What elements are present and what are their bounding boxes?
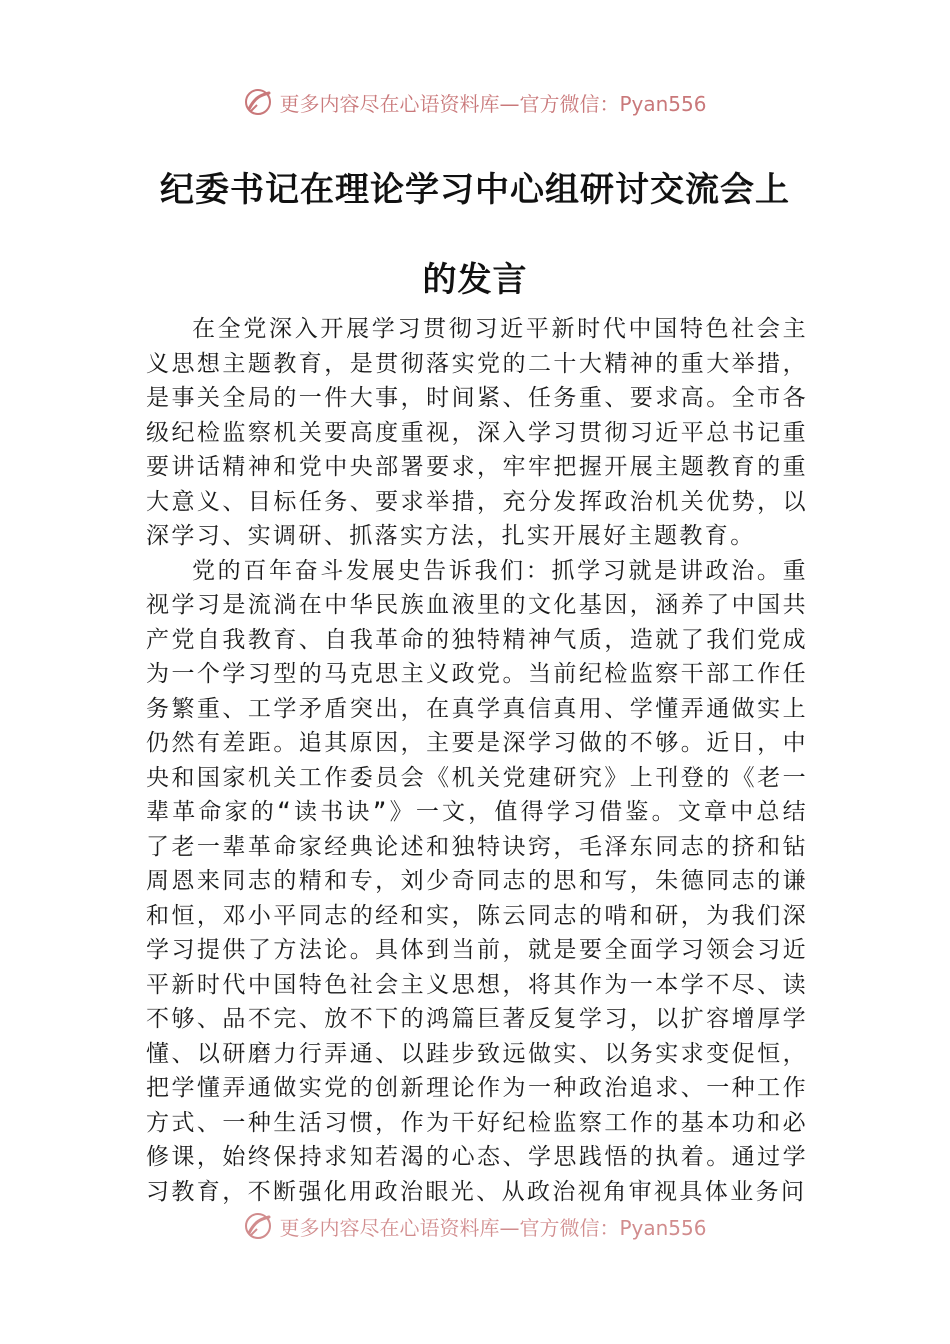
pen-logo-icon: [243, 87, 273, 117]
pen-logo-icon: [243, 1211, 273, 1241]
watermark-text: 更多内容尽在心语资料库—官方微信：Pyan556: [279, 1215, 707, 1240]
header-watermark: [0, 84, 950, 120]
paragraph: 在全党深入开展学习贯彻习近平新时代中国特色社会主义思想主题教育，是贯彻落实党的二十大精神的重大举措，是事关全局的一件大事，时间紧、任务重、要求高。全市各级纪检监察机关要高度重视，深入学习贯彻习近平总书记重要讲话精神和党中央部署要求，牢牢把握开展主题教育的重大意义、目标任务、要求举措，充分发挥政治机关优势，以深学习、实调研、抓落实方法，扎实开展好主题教育。: [146, 316, 808, 549]
document-body: [146, 312, 808, 1209]
watermark-text: 更多内容尽在心语资料库—官方微信：Pyan556: [279, 91, 707, 116]
document-title-line2: 的发言: [422, 260, 528, 300]
document-title-line1: 纪委书记在理论学习中心组研讨交流会上: [160, 170, 790, 210]
paragraph: 党的百年奋斗发展史告诉我们：抓学习就是讲政治。重视学习是流淌在中华民族血液里的文化基因，涵养了中国共产党自我教育、自我革命的独特精神气质，造就了我们党成为一个学习型的马克思主义政党。当前纪检监察干部工作任务繁重、工学矛盾突出，在真学真信真用、学懂弄通做实上仍然有差距。追其原因，主要是深学习做的不够。近日，中央和国家机关工作委员会《机关党建研究》上刊登的《老一辈革命家的“读书诀”》一文，值得学习借鉴。文章中总结了老一辈革命家经典论述和独特诀窍，毛泽东同志的挤和钻周恩来同志的精和专，刘少奇同志的思和写，朱德同志的谦和恒，邓小平同志的经和实，陈云同志的啃和研，为我们深学习提供了方法论。具体到当前，就是要全面学习领会习近平新时代中国特色社会主义思想，将其作为一本学不尽、读不够、品不完、放不下的鸿篇巨著反复学习，以扩容增厚学懂、以研磨力行弄通、以跬步致远做实、以务实求变促恒，把学懂弄通做实党的创新理论作为一种政治追求、一种工作方式、一种生活习惯，作为干好纪检监察工作的基本功和必修课，始终保持求知若渴的心态、学思践悟的执着。通过学习教育，不断强化用政治眼光、从政治视角审视具体业务问: [146, 557, 808, 1205]
footer-watermark: [0, 1208, 950, 1244]
